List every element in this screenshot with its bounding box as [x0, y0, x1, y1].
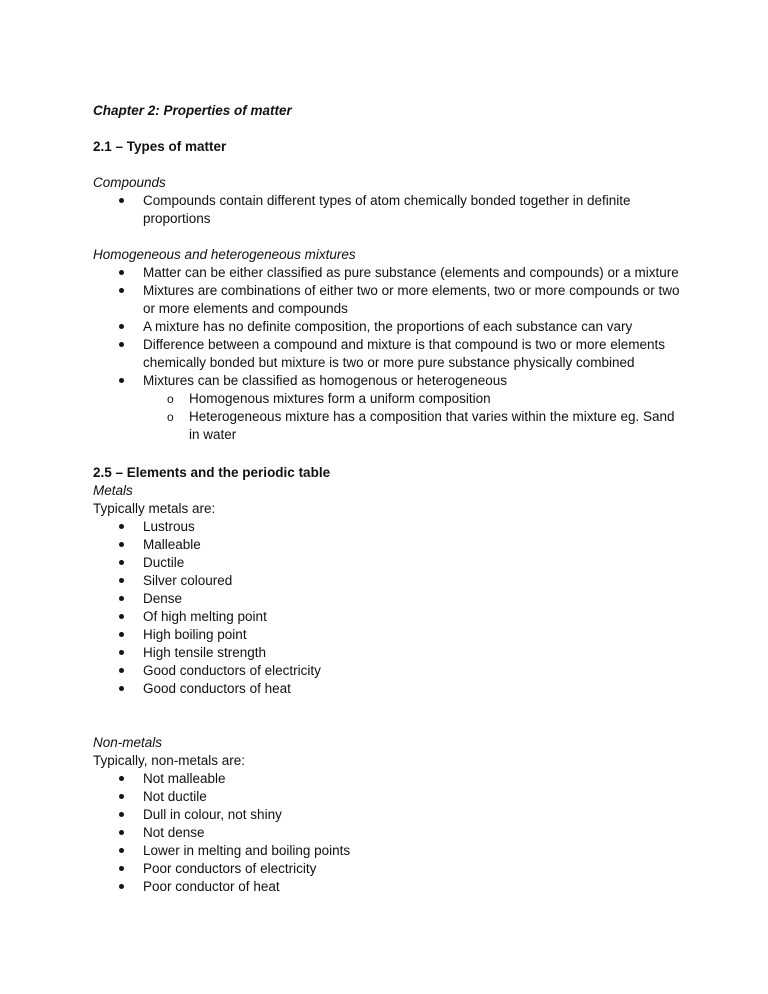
metals-list	[93, 518, 683, 698]
section-heading-2-1: 2.1 – Types of matter	[93, 139, 227, 154]
list-item: Dull in colour, not shiny	[93, 806, 683, 824]
list-item: Good conductors of heat	[93, 680, 683, 698]
chapter-title: Chapter 2: Properties of matter	[93, 103, 292, 118]
subheading-mixtures: Homogeneous and heterogeneous mixtures	[93, 247, 356, 262]
compounds-list	[93, 192, 683, 228]
list-item: Dense	[93, 590, 683, 608]
list-item: Not dense	[93, 824, 683, 842]
subheading-metals: Metals	[93, 483, 133, 498]
list-item: Silver coloured	[93, 572, 683, 590]
list-item: Malleable	[93, 536, 683, 554]
subheading-compounds: Compounds	[93, 175, 166, 190]
list-item: A mixture has no definite composition, the proportions of each substance can vary	[93, 318, 683, 336]
sub-list-item: o Homogenous mixtures form a uniform composition	[93, 390, 683, 408]
list-item: Matter can be either classified as pure substance (elements and compounds) or a mixture	[93, 264, 683, 282]
sub-list-item: o Heterogeneous mixture has a composition that varies within the mixture eg. Sand in water	[93, 408, 683, 444]
list-item: High tensile strength	[93, 644, 683, 662]
nonmetals-list	[93, 770, 683, 896]
list-item: Not malleable	[93, 770, 683, 788]
mixtures-sublist	[93, 390, 683, 444]
list-item: High boiling point	[93, 626, 683, 644]
list-item: Compounds contain different types of atom chemically bonded together in definite proportions	[93, 192, 683, 228]
section-heading-2-5: 2.5 – Elements and the periodic table	[93, 465, 331, 480]
document-content	[93, 102, 683, 896]
mixtures-list	[93, 264, 683, 390]
list-item: Not ductile	[93, 788, 683, 806]
list-item: Good conductors of electricity	[93, 662, 683, 680]
list-item: Poor conductor of heat	[93, 878, 683, 896]
list-item: Ductile	[93, 554, 683, 572]
list-item: Mixtures can be classified as homogenous or heterogeneous	[93, 372, 683, 390]
subheading-nonmetals: Non-metals	[93, 735, 163, 750]
list-item: Difference between a compound and mixture is that compound is two or more elements chemically bonded but mixture is two or more pure substance physically combined	[93, 336, 683, 372]
list-item: Lower in melting and boiling points	[93, 842, 683, 860]
list-item: Of high melting point	[93, 608, 683, 626]
metals-intro: Typically metals are:	[93, 501, 216, 516]
list-item: Mixtures are combinations of either two or more elements, two or more compounds or two or more elements and compounds	[93, 282, 683, 318]
nonmetals-intro: Typically, non-metals are:	[93, 753, 246, 768]
list-item: Poor conductors of electricity	[93, 860, 683, 878]
list-item: Lustrous	[93, 518, 683, 536]
